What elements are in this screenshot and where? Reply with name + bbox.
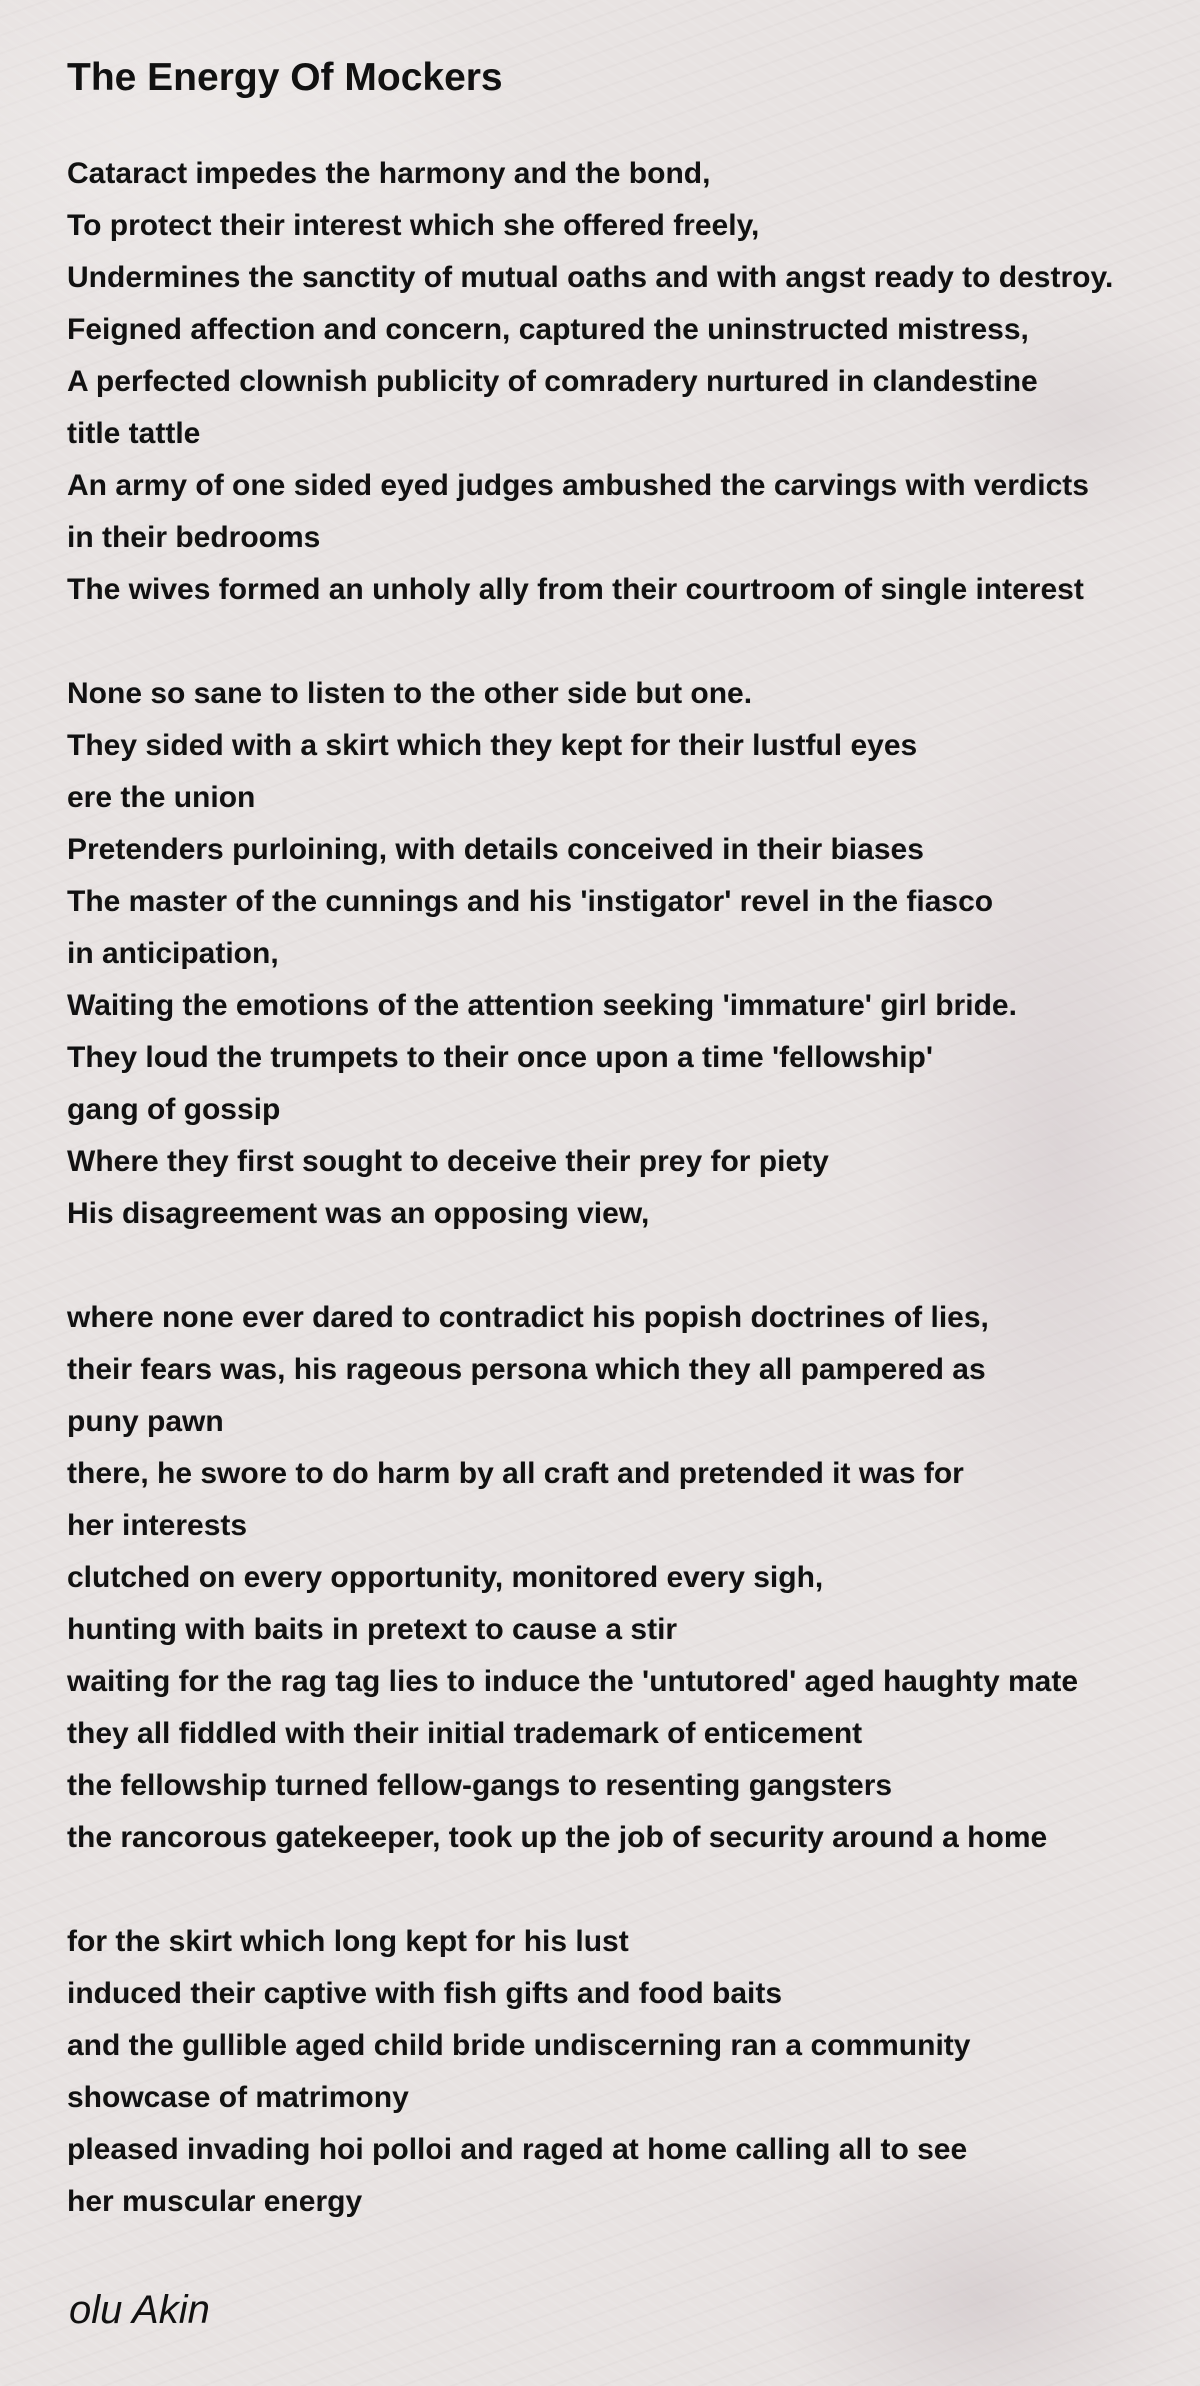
poem-line: pleased invading hoi polloi and raged at home calling all to see bbox=[67, 2133, 968, 2166]
poem-line: To protect their interest which she offered freely, bbox=[67, 209, 760, 242]
poem-line: for the skirt which long kept for his lust bbox=[67, 1925, 629, 1958]
poem-line: puny pawn bbox=[67, 1405, 224, 1438]
poem-line: They loud the trumpets to their once upon a time 'fellowship' bbox=[67, 1041, 933, 1074]
poem-line: and the gullible aged child bride undiscerning ran a community bbox=[67, 2029, 971, 2062]
poem-line: where none ever dared to contradict his popish doctrines of lies, bbox=[67, 1301, 989, 1334]
poem-line: The master of the cunnings and his 'instigator' revel in the fiasco bbox=[67, 885, 994, 918]
poem-line: there, he swore to do harm by all craft and pretended it was for bbox=[67, 1457, 964, 1490]
poem-body bbox=[67, 148, 1197, 2280]
poem-line: clutched on every opportunity, monitored every sigh, bbox=[67, 1561, 824, 1594]
poem-line: ere the union bbox=[67, 781, 256, 814]
poem-line: the fellowship turned fellow-gangs to resenting gangsters bbox=[67, 1769, 893, 1802]
poem-line: waiting for the rag tag lies to induce the 'untutored' aged haughty mate bbox=[67, 1665, 1079, 1698]
poem-line: in anticipation, bbox=[67, 937, 279, 970]
poem-line: her interests bbox=[67, 1509, 248, 1542]
poem-line: Pretenders purloining, with details conceived in their biases bbox=[67, 833, 924, 866]
poem-line: they all fiddled with their initial trademark of enticement bbox=[67, 1717, 863, 1750]
poem-line: They sided with a skirt which they kept for their lustful eyes bbox=[67, 729, 918, 762]
poem-line: Undermines the sanctity of mutual oaths and with angst ready to destroy. bbox=[67, 261, 1114, 294]
poem-line: An army of one sided eyed judges ambushed the carvings with verdicts bbox=[67, 469, 1089, 502]
poem-line: His disagreement was an opposing view, bbox=[67, 1197, 650, 1230]
poem-line: Where they first sought to deceive their prey for piety bbox=[67, 1145, 829, 1178]
poem-line: their fears was, his rageous persona which they all pampered as bbox=[67, 1353, 986, 1386]
poem-line: the rancorous gatekeeper, took up the job of security around a home bbox=[67, 1821, 1048, 1854]
poem-line: title tattle bbox=[67, 417, 201, 450]
poem-line: A perfected clownish publicity of comradery nurtured in clandestine bbox=[67, 365, 1038, 398]
poem-line: The wives formed an unholy ally from their courtroom of single interest bbox=[67, 573, 1084, 606]
poem-line: her muscular energy bbox=[67, 2185, 363, 2218]
poem-line: Cataract impedes the harmony and the bond, bbox=[67, 157, 711, 190]
poem-line: hunting with baits in pretext to cause a stir bbox=[67, 1613, 678, 1646]
poem-line: gang of gossip bbox=[67, 1093, 281, 1126]
poem-title: The Energy Of Mockers bbox=[67, 56, 503, 99]
poem-line: Feigned affection and concern, captured the uninstructed mistress, bbox=[67, 313, 1029, 346]
poem-stanza bbox=[67, 148, 1197, 616]
poem-line: showcase of matrimony bbox=[67, 2081, 409, 2114]
poem-line: None so sane to listen to the other side but one. bbox=[67, 677, 753, 710]
poem-line: Waiting the emotions of the attention seeking 'immature' girl bride. bbox=[67, 989, 1017, 1022]
poem-stanza bbox=[67, 668, 1197, 1240]
poem-line: in their bedrooms bbox=[67, 521, 321, 554]
poem-line: induced their captive with fish gifts and food baits bbox=[67, 1977, 783, 2010]
poem-author: olu Akin bbox=[69, 2288, 210, 2332]
poem-stanza bbox=[67, 1916, 1197, 2228]
poem-stanza bbox=[67, 1292, 1197, 1864]
